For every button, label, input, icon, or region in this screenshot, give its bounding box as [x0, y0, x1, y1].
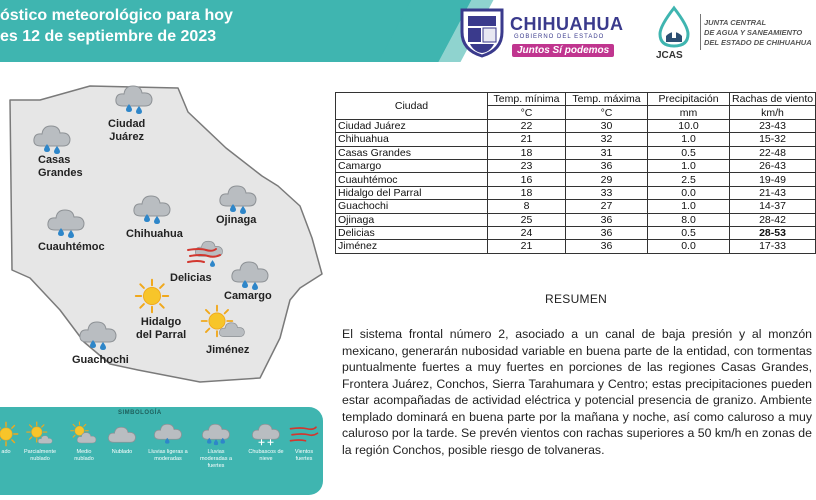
city-label-camargo: Camargo [224, 290, 272, 302]
header-wind: Rachas de viento [730, 93, 816, 106]
legend-item-half-cloudy: Medio nublado [66, 421, 102, 463]
table-row: Ojinaga 25 36 8.0 28-42 [336, 213, 816, 226]
legend-item-partly-cloudy: Parcialmente nublado [22, 421, 58, 463]
page-date: es 12 de septiembre de 2023 [0, 28, 217, 45]
rain-icon [132, 192, 172, 226]
table-row: Ciudad Juárez 22 30 10.0 23-43 [336, 119, 816, 132]
header-city: Ciudad [336, 93, 488, 120]
water-drop-icon [652, 6, 696, 48]
forecast-table-wrapper [335, 92, 814, 268]
gov-slogan: Juntos Sí podemos [512, 44, 614, 57]
sun-icon [0, 421, 19, 447]
legend-item-strong-wind: Vientos fuertes [286, 421, 322, 463]
gobierno-chihuahua-logo [458, 6, 628, 64]
forecast-table [335, 92, 816, 254]
state-shield-icon [458, 6, 506, 58]
summary-title: RESUMEN [545, 292, 608, 306]
city-label-hidalgo-del-parral: Hidalgo del Parral [136, 316, 187, 341]
legend-item-heavy-rain: Lluvias moderadas a fuertes [194, 421, 238, 470]
unit-tmin: °C [488, 106, 566, 119]
unit-tmax: °C [566, 106, 648, 119]
header-tmin: Temp. mínima [488, 93, 566, 106]
table-row: Hidalgo del Parral 18 33 0.0 21-43 [336, 186, 816, 199]
city-label-casas-grandes: Casas Grandes [38, 154, 83, 179]
snow-icon [251, 421, 281, 447]
table-row: Guachochi 8 27 1.0 14-37 [336, 200, 816, 213]
symbology-legend [0, 407, 323, 495]
max-wind-value: 28-53 [730, 226, 816, 239]
rain-icon [78, 318, 118, 352]
header-precip: Precipitación [648, 93, 730, 106]
legend-item-sunny: ado [0, 421, 24, 456]
half-cloudy-icon [69, 421, 99, 447]
table-row: Casas Grandes 18 31 0.5 22-48 [336, 146, 816, 159]
jcas-logo [648, 6, 812, 64]
header-tmax: Temp. máxima [566, 93, 648, 106]
jcas-name: JUNTA CENTRAL DE AGUA Y SANEAMIENTO DEL ESTADO DE CHIHUAHUA [704, 18, 812, 47]
gov-subtitle: GOBIERNO DEL ESTADO [514, 34, 605, 40]
table-row: Delicias 24 36 0.5 28-53 [336, 226, 816, 239]
light-rain-icon [153, 421, 183, 447]
sun-cloud-icon [200, 304, 246, 342]
city-label-guachochi: Guachochi [72, 354, 129, 366]
unit-wind: km/h [730, 106, 816, 119]
legend-item-light-rain: Lluvias ligeras a moderadas [146, 421, 190, 463]
legend-item-snow: Chubascos de nieve [248, 421, 284, 463]
city-label-ciudad-juarez: Ciudad Juárez [108, 118, 146, 143]
legend-title: SIMBOLOGÍA [118, 410, 162, 416]
rain-icon [230, 258, 270, 292]
city-label-cuauhtemoc: Cuauhtémoc [38, 241, 105, 253]
wind-icon [289, 421, 319, 447]
table-row: Cuauhtémoc 16 29 2.5 19-49 [336, 173, 816, 186]
city-label-ojinaga: Ojinaga [216, 214, 257, 226]
wind-icon [186, 238, 226, 270]
gov-name: CHIHUAHUA [510, 14, 624, 34]
city-label-delicias: Delicias [170, 272, 212, 284]
summary-box [342, 326, 812, 496]
partly-cloudy-icon [25, 421, 55, 447]
summary-text: El sistema frontal número 2, asociado a un canal de baja presión y al monzón mexicano, generarán nubosidad variable en buena parte de la entidad, con tormentas puntualmente fuertes a muy fuertes en porciones de las regiones Casas Grandes, Frontera Juárez, Conchos, Sierra Tarahumara y Centro; estas precipitaciones pueden estar acompañadas de actividad eléctrica y potencial presencia de granizo. Ambiente templado dominará en buena parte por la mañana y noche, así como caluroso a muy caluroso por la tarde. Se prevén vientos con rachas superiores a 50 km/h en zonas de la región Conchos, posible riesgo de tolvaneras. [342, 327, 812, 457]
jcas-divider [700, 14, 701, 50]
header [0, 0, 812, 74]
cloudy-icon [107, 421, 137, 447]
page-title: óstico meteorológico para hoy [0, 7, 233, 24]
table-row: Chihuahua 21 32 1.0 15-32 [336, 133, 816, 146]
state-map [0, 78, 330, 398]
heavy-rain-icon [201, 421, 231, 447]
rain-icon [46, 206, 86, 240]
table-header-row [336, 93, 816, 106]
city-label-jimenez: Jiménez [206, 344, 250, 356]
legend-item-cloudy: Nublado [104, 421, 140, 456]
city-label-chihuahua: Chihuahua [126, 228, 183, 240]
rain-icon [218, 182, 258, 216]
rain-icon [32, 122, 72, 156]
jcas-acronym: JCAS [656, 50, 683, 61]
table-row: Camargo 23 36 1.0 26-43 [336, 159, 816, 172]
rain-icon [114, 82, 154, 116]
unit-precip: mm [648, 106, 730, 119]
sun-icon [134, 278, 170, 314]
table-row: Jiménez 21 36 0.0 17-33 [336, 240, 816, 253]
